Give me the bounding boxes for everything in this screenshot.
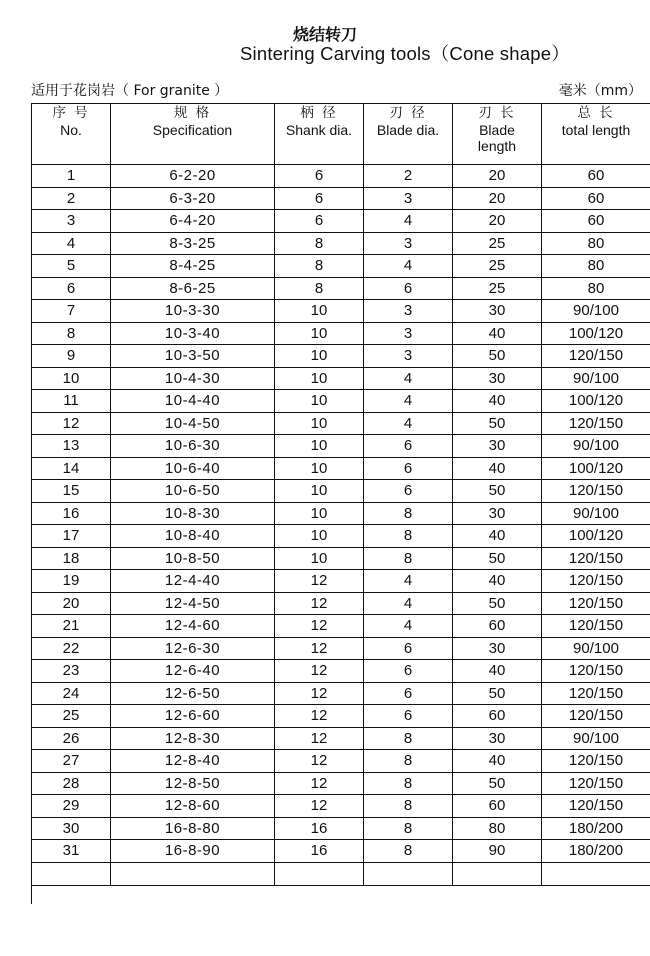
cell-shank-dia: 12 bbox=[275, 727, 364, 750]
cell-total-length: 90/100 bbox=[542, 727, 650, 750]
cell-spec: 6-4-20 bbox=[111, 210, 275, 233]
col-header-shank: 柄 径 Shank dia. bbox=[275, 104, 364, 165]
table-row bbox=[32, 592, 650, 615]
table-header-row bbox=[32, 104, 650, 165]
cell-no: 12 bbox=[32, 412, 111, 435]
cell-total-length: 100/120 bbox=[542, 390, 650, 413]
table-row bbox=[32, 322, 650, 345]
cell-no: 18 bbox=[32, 547, 111, 570]
cell-spec: 6-3-20 bbox=[111, 187, 275, 210]
cell-shank-dia: 12 bbox=[275, 637, 364, 660]
cell-blade-dia: 4 bbox=[364, 412, 453, 435]
cell-total-length: 120/150 bbox=[542, 615, 650, 638]
cell-total-length: 120/150 bbox=[542, 592, 650, 615]
cell-total-length: 90/100 bbox=[542, 367, 650, 390]
cell-total-length: 120/150 bbox=[542, 795, 650, 818]
cell-blade-length: 30 bbox=[453, 637, 542, 660]
cell-spec: 10-3-50 bbox=[111, 345, 275, 368]
cell-total-length: 60 bbox=[542, 165, 650, 188]
table-row bbox=[32, 502, 650, 525]
cell-blade-length: 20 bbox=[453, 165, 542, 188]
cell-no: 15 bbox=[32, 480, 111, 503]
cell-total-length: 120/150 bbox=[542, 345, 650, 368]
cell-blade-length: 25 bbox=[453, 255, 542, 278]
cell-spec: 10-4-40 bbox=[111, 390, 275, 413]
cell-blade-length: 50 bbox=[453, 345, 542, 368]
table-row bbox=[32, 435, 650, 458]
cell-blade-length: 50 bbox=[453, 547, 542, 570]
table-row bbox=[32, 255, 650, 278]
cell-shank-dia: 10 bbox=[275, 435, 364, 458]
cell-spec: 12-6-30 bbox=[111, 637, 275, 660]
title-english: Sintering Carving tools（Cone shape） bbox=[240, 43, 570, 64]
cell-total-length: 120/150 bbox=[542, 480, 650, 503]
cell-blade-dia: 8 bbox=[364, 547, 453, 570]
cell-blade-dia: 3 bbox=[364, 345, 453, 368]
cell-blade-length: 25 bbox=[453, 232, 542, 255]
col-header-no: 序 号 No. bbox=[32, 104, 111, 165]
cell-shank-dia: 10 bbox=[275, 502, 364, 525]
cell-no: 3 bbox=[32, 210, 111, 233]
cell-total-length: 80 bbox=[542, 232, 650, 255]
table-row bbox=[32, 210, 650, 233]
cell-total-length: 180/200 bbox=[542, 840, 650, 863]
cell-blade-dia: 8 bbox=[364, 727, 453, 750]
col-header-spec: 规 格 Specification bbox=[111, 104, 275, 165]
table-row bbox=[32, 727, 650, 750]
cell-no: 11 bbox=[32, 390, 111, 413]
cell-blade-length: 60 bbox=[453, 615, 542, 638]
cell-blade-length: 60 bbox=[453, 705, 542, 728]
cell-total-length: 120/150 bbox=[542, 412, 650, 435]
cell-blade-dia: 6 bbox=[364, 457, 453, 480]
cell-spec: 12-4-60 bbox=[111, 615, 275, 638]
cell-spec: 10-3-40 bbox=[111, 322, 275, 345]
table-row bbox=[32, 547, 650, 570]
cell-spec: 12-8-60 bbox=[111, 795, 275, 818]
cell-empty bbox=[275, 862, 364, 885]
cell-no: 5 bbox=[32, 255, 111, 278]
cell-no: 10 bbox=[32, 367, 111, 390]
cell-shank-dia: 16 bbox=[275, 840, 364, 863]
cell-shank-dia: 10 bbox=[275, 525, 364, 548]
cell-total-length: 120/150 bbox=[542, 547, 650, 570]
table-row bbox=[32, 367, 650, 390]
table-row bbox=[32, 165, 650, 188]
cell-blade-dia: 8 bbox=[364, 795, 453, 818]
table-row bbox=[32, 637, 650, 660]
cell-blade-length: 60 bbox=[453, 795, 542, 818]
table-row bbox=[32, 840, 650, 863]
table-row bbox=[32, 705, 650, 728]
cell-empty bbox=[32, 862, 111, 885]
cell-shank-dia: 10 bbox=[275, 367, 364, 390]
cell-blade-dia: 4 bbox=[364, 255, 453, 278]
cell-blade-length: 80 bbox=[453, 817, 542, 840]
cell-blade-length: 20 bbox=[453, 187, 542, 210]
cell-spec: 8-3-25 bbox=[111, 232, 275, 255]
table-row bbox=[32, 412, 650, 435]
table-row bbox=[32, 615, 650, 638]
cell-blade-dia: 3 bbox=[364, 322, 453, 345]
cell-shank-dia: 12 bbox=[275, 795, 364, 818]
cell-no: 23 bbox=[32, 660, 111, 683]
cell-spec: 12-8-50 bbox=[111, 772, 275, 795]
table-row bbox=[32, 232, 650, 255]
table-row bbox=[32, 795, 650, 818]
cell-blade-length: 40 bbox=[453, 525, 542, 548]
table-row bbox=[32, 660, 650, 683]
spec-table bbox=[31, 103, 650, 904]
cell-no: 19 bbox=[32, 570, 111, 593]
cell-shank-dia: 12 bbox=[275, 615, 364, 638]
cell-blade-length: 50 bbox=[453, 412, 542, 435]
cell-blade-length: 30 bbox=[453, 367, 542, 390]
cell-blade-length: 30 bbox=[453, 435, 542, 458]
cell-spec: 10-4-30 bbox=[111, 367, 275, 390]
cell-no: 24 bbox=[32, 682, 111, 705]
cell-blade-dia: 6 bbox=[364, 637, 453, 660]
cell-shank-dia: 10 bbox=[275, 345, 364, 368]
cell-blade-length: 40 bbox=[453, 322, 542, 345]
cell-blade-length: 90 bbox=[453, 840, 542, 863]
cell-blade-dia: 8 bbox=[364, 502, 453, 525]
cell-shank-dia: 12 bbox=[275, 660, 364, 683]
cell-no: 14 bbox=[32, 457, 111, 480]
cell-total-length: 180/200 bbox=[542, 817, 650, 840]
cell-no: 29 bbox=[32, 795, 111, 818]
cell-shank-dia: 12 bbox=[275, 570, 364, 593]
cell-total-length: 90/100 bbox=[542, 435, 650, 458]
col-header-total-length: 总 长 total length bbox=[542, 104, 650, 165]
cell-blade-dia: 4 bbox=[364, 570, 453, 593]
cell-shank-dia: 8 bbox=[275, 255, 364, 278]
cell-no: 9 bbox=[32, 345, 111, 368]
cell-blade-dia: 3 bbox=[364, 232, 453, 255]
cell-spec: 10-8-40 bbox=[111, 525, 275, 548]
cell-total-length: 90/100 bbox=[542, 637, 650, 660]
cell-spec: 12-8-30 bbox=[111, 727, 275, 750]
cell-shank-dia: 12 bbox=[275, 772, 364, 795]
cell-shank-dia: 10 bbox=[275, 547, 364, 570]
cell-blade-length: 40 bbox=[453, 750, 542, 773]
cell-shank-dia: 12 bbox=[275, 750, 364, 773]
table-row bbox=[32, 187, 650, 210]
cell-blade-length: 50 bbox=[453, 592, 542, 615]
cell-total-length: 80 bbox=[542, 255, 650, 278]
cell-spec: 12-6-40 bbox=[111, 660, 275, 683]
cell-no: 26 bbox=[32, 727, 111, 750]
cell-blade-length: 50 bbox=[453, 480, 542, 503]
cell-blade-dia: 4 bbox=[364, 390, 453, 413]
cell-blade-length: 40 bbox=[453, 457, 542, 480]
cell-total-length: 80 bbox=[542, 277, 650, 300]
cell-blade-length: 30 bbox=[453, 502, 542, 525]
cell-blade-dia: 6 bbox=[364, 277, 453, 300]
cell-blade-dia: 6 bbox=[364, 480, 453, 503]
cell-blade-dia: 6 bbox=[364, 682, 453, 705]
cell-blade-length: 25 bbox=[453, 277, 542, 300]
cell-spec: 12-4-40 bbox=[111, 570, 275, 593]
cell-total-length: 90/100 bbox=[542, 300, 650, 323]
cell-blade-dia: 8 bbox=[364, 840, 453, 863]
cell-no: 2 bbox=[32, 187, 111, 210]
cell-blade-dia: 8 bbox=[364, 772, 453, 795]
cell-spec: 10-6-40 bbox=[111, 457, 275, 480]
cell-no: 31 bbox=[32, 840, 111, 863]
cell-total-length: 100/120 bbox=[542, 322, 650, 345]
cell-blade-length: 20 bbox=[453, 210, 542, 233]
cell-spec: 12-8-40 bbox=[111, 750, 275, 773]
cell-no: 17 bbox=[32, 525, 111, 548]
cell-blade-length: 50 bbox=[453, 682, 542, 705]
table-row-empty bbox=[32, 862, 650, 885]
cell-shank-dia: 10 bbox=[275, 322, 364, 345]
cell-no: 28 bbox=[32, 772, 111, 795]
cell-total-length: 90/100 bbox=[542, 502, 650, 525]
cell-blade-dia: 4 bbox=[364, 615, 453, 638]
cell-shank-dia: 10 bbox=[275, 390, 364, 413]
table-row-tail bbox=[32, 885, 650, 904]
cell-spec: 16-8-90 bbox=[111, 840, 275, 863]
col-header-blade-length: 刃 长 Blade length bbox=[453, 104, 542, 165]
table-row bbox=[32, 480, 650, 503]
cell-blade-length: 40 bbox=[453, 660, 542, 683]
cell-shank-dia: 12 bbox=[275, 705, 364, 728]
table-row bbox=[32, 525, 650, 548]
cell-blade-dia: 6 bbox=[364, 435, 453, 458]
cell-blade-dia: 4 bbox=[364, 592, 453, 615]
cell-blade-dia: 4 bbox=[364, 367, 453, 390]
cell-shank-dia: 10 bbox=[275, 457, 364, 480]
table-row bbox=[32, 570, 650, 593]
cell-blade-length: 50 bbox=[453, 772, 542, 795]
table-row bbox=[32, 772, 650, 795]
cell-blade-dia: 6 bbox=[364, 705, 453, 728]
cell-no: 21 bbox=[32, 615, 111, 638]
cell-total-length: 100/120 bbox=[542, 525, 650, 548]
cell-shank-dia: 16 bbox=[275, 817, 364, 840]
table-row bbox=[32, 750, 650, 773]
title-chinese: 烧结转刀 bbox=[292, 25, 357, 44]
material-note: 适用于花岗岩（ For granite ） bbox=[31, 83, 229, 99]
cell-total-length: 120/150 bbox=[542, 750, 650, 773]
cell-shank-dia: 6 bbox=[275, 187, 364, 210]
cell-total-length: 60 bbox=[542, 187, 650, 210]
cell-blade-dia: 4 bbox=[364, 210, 453, 233]
cell-blade-dia: 8 bbox=[364, 817, 453, 840]
cell-blade-dia: 3 bbox=[364, 300, 453, 323]
cell-total-length: 120/150 bbox=[542, 660, 650, 683]
cell-empty bbox=[453, 862, 542, 885]
cell-blade-dia: 6 bbox=[364, 660, 453, 683]
cell-blade-dia: 8 bbox=[364, 750, 453, 773]
cell-blade-dia: 3 bbox=[364, 187, 453, 210]
cell-shank-dia: 10 bbox=[275, 480, 364, 503]
cell-total-length: 120/150 bbox=[542, 682, 650, 705]
cell-spec: 8-4-25 bbox=[111, 255, 275, 278]
cell-shank-dia: 6 bbox=[275, 165, 364, 188]
cell-no: 27 bbox=[32, 750, 111, 773]
cell-shank-dia: 10 bbox=[275, 412, 364, 435]
cell-shank-dia: 8 bbox=[275, 277, 364, 300]
table-row bbox=[32, 300, 650, 323]
cell-empty bbox=[32, 885, 650, 904]
cell-no: 16 bbox=[32, 502, 111, 525]
cell-no: 7 bbox=[32, 300, 111, 323]
table-row bbox=[32, 277, 650, 300]
cell-no: 1 bbox=[32, 165, 111, 188]
cell-total-length: 120/150 bbox=[542, 772, 650, 795]
table-row bbox=[32, 345, 650, 368]
cell-total-length: 120/150 bbox=[542, 705, 650, 728]
table-row bbox=[32, 817, 650, 840]
cell-no: 20 bbox=[32, 592, 111, 615]
cell-no: 13 bbox=[32, 435, 111, 458]
cell-spec: 10-8-50 bbox=[111, 547, 275, 570]
cell-spec: 10-3-30 bbox=[111, 300, 275, 323]
cell-shank-dia: 8 bbox=[275, 232, 364, 255]
cell-no: 22 bbox=[32, 637, 111, 660]
cell-spec: 12-6-50 bbox=[111, 682, 275, 705]
cell-spec: 16-8-80 bbox=[111, 817, 275, 840]
cell-shank-dia: 12 bbox=[275, 592, 364, 615]
cell-spec: 12-4-50 bbox=[111, 592, 275, 615]
unit-note: 毫米（mm） bbox=[558, 83, 642, 99]
cell-blade-length: 40 bbox=[453, 390, 542, 413]
cell-shank-dia: 12 bbox=[275, 682, 364, 705]
cell-spec: 10-6-50 bbox=[111, 480, 275, 503]
cell-total-length: 120/150 bbox=[542, 570, 650, 593]
cell-no: 4 bbox=[32, 232, 111, 255]
cell-spec: 10-8-30 bbox=[111, 502, 275, 525]
cell-no: 30 bbox=[32, 817, 111, 840]
cell-shank-dia: 6 bbox=[275, 210, 364, 233]
col-header-blade-dia: 刃 径 Blade dia. bbox=[364, 104, 453, 165]
cell-no: 25 bbox=[32, 705, 111, 728]
cell-empty bbox=[542, 862, 650, 885]
cell-blade-dia: 8 bbox=[364, 525, 453, 548]
cell-spec: 8-6-25 bbox=[111, 277, 275, 300]
cell-empty bbox=[364, 862, 453, 885]
cell-total-length: 60 bbox=[542, 210, 650, 233]
cell-blade-length: 30 bbox=[453, 727, 542, 750]
cell-spec: 10-4-50 bbox=[111, 412, 275, 435]
cell-blade-length: 30 bbox=[453, 300, 542, 323]
table-row bbox=[32, 390, 650, 413]
cell-blade-length: 40 bbox=[453, 570, 542, 593]
cell-no: 6 bbox=[32, 277, 111, 300]
cell-spec: 10-6-30 bbox=[111, 435, 275, 458]
table-row bbox=[32, 457, 650, 480]
cell-spec: 6-2-20 bbox=[111, 165, 275, 188]
cell-empty bbox=[111, 862, 275, 885]
cell-no: 8 bbox=[32, 322, 111, 345]
cell-shank-dia: 10 bbox=[275, 300, 364, 323]
cell-blade-dia: 2 bbox=[364, 165, 453, 188]
cell-total-length: 100/120 bbox=[542, 457, 650, 480]
table-row bbox=[32, 682, 650, 705]
cell-spec: 12-6-60 bbox=[111, 705, 275, 728]
